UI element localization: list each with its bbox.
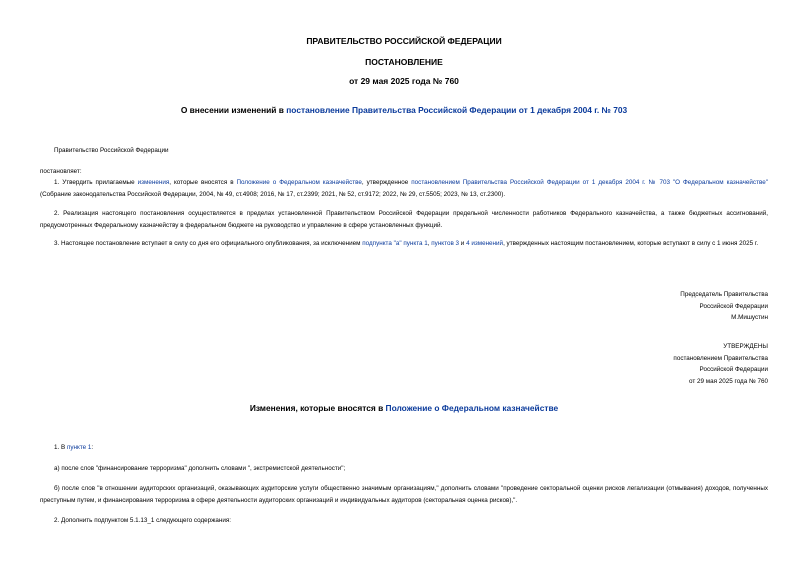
paragraph-2: 2. Реализация настоящего постановления осуществляется в пределах установленной Правительством Российской Федерации предельной численности работников Федерального казначейства, а также бюджетных ассигнований, предусмотренных Федеральному казначейству в федеральном бюджете на руководство и управление в сфере установленных функций. — [40, 210, 768, 229]
title-link[interactable]: постановление Правительства Российской Федерации от 1 декабря 2004 г. № 703 — [286, 105, 628, 115]
changes-title — [40, 403, 768, 413]
p1-link-decree[interactable]: постановлением Правительства Российской Федерации от 1 декабря 2004 г. № 703 "О Федеральном казначействе" — [411, 179, 768, 186]
document-date: от 29 мая 2025 года № 760 — [349, 76, 459, 86]
p1-text-d: (Собрание законодательства Российской Федерации, 2004, № 49, ст.4908; 2016, № 17, ст.2399; 2021, № 52, ст.9172; 2022, № 29, ст.5505; 2023, № 13, ст.2300). — [40, 191, 506, 198]
p3-link-changes4[interactable]: 4 изменений — [466, 240, 504, 247]
p1-link-regulation[interactable]: Положение о Федеральном казначействе — [236, 179, 362, 186]
p1-text-b: , которые вносятся в — [169, 179, 237, 186]
p3-link-subpoint[interactable]: подпункта "а" пункта 1 — [362, 240, 428, 247]
p3-text-b: , — [427, 240, 432, 247]
item1-text-b: : — [91, 444, 94, 451]
item-2: 2. Дополнить подпунктом 5.1.13_1 следующего содержания: — [54, 517, 232, 524]
government-heading: ПРАВИТЕЛЬСТВО РОССИЙСКОЙ ФЕДЕРАЦИИ — [306, 36, 502, 46]
p1-link-changes[interactable]: изменения — [137, 179, 170, 186]
item1-text-a: 1. В — [54, 444, 67, 451]
p3-text-a: 3. Настоящее постановление вступает в силу со дня его официального опубликования, за исключением — [54, 240, 363, 247]
title-prefix: О внесении изменений в — [180, 105, 287, 115]
signature-line-2: Российской Федерации — [699, 302, 768, 310]
approval-line-1: УТВЕРЖДЕНЫ — [723, 343, 768, 350]
item-1a: а) после слов "финансирование терроризма" дополнить словами ", экстремистской деятельности"; — [54, 465, 346, 472]
approval-line-3: Российской Федерации — [699, 366, 768, 373]
paragraph-3 — [40, 238, 768, 250]
changes-title-link[interactable]: Положение о Федеральном казначействе — [385, 403, 559, 413]
intro-government: Правительство Российской Федерации — [54, 147, 169, 154]
signature-name: М.Мишустин — [731, 314, 768, 321]
signature-line-1: Председатель Правительства — [680, 291, 768, 298]
item-1 — [54, 442, 768, 454]
changes-title-prefix: Изменения, которые вносятся в — [249, 403, 386, 413]
p1-text-a: 1. Утвердить прилагаемые — [54, 179, 138, 186]
item-1b: б) после слов "в отношении аудиторских организаций, оказывающих аудиторские услуги общественно значимым организациям," дополнить словами "проведение секторальной оценки рисков легализации (отмывания) доходов, полученных преступным путем, и финансирования терроризма в сфере деятельности аудиторских организаций и индивидуальных аудиторов (секторальная оценка рисков),". — [40, 485, 768, 504]
approval-line-2: постановлением Правительства — [673, 354, 768, 362]
document-type: ПОСТАНОВЛЕНИЕ — [365, 57, 443, 67]
document-title — [40, 105, 768, 115]
p3-text-c: и — [459, 240, 467, 247]
p3-link-points3[interactable]: пунктов 3 — [431, 240, 460, 247]
p1-text-c: , утвержденное — [361, 179, 412, 186]
p3-text-d: , утвержденных настоящим постановлением, которые вступают в силу с 1 июня 2025 г. — [503, 240, 759, 247]
paragraph-1 — [40, 177, 768, 201]
intro-decrees: постановляет: — [40, 168, 82, 175]
signature-block — [680, 289, 768, 324]
item1-link-point1[interactable]: пункте 1 — [66, 444, 92, 451]
approval-block — [673, 341, 768, 387]
approval-line-4: от 29 мая 2025 года № 760 — [689, 377, 768, 385]
